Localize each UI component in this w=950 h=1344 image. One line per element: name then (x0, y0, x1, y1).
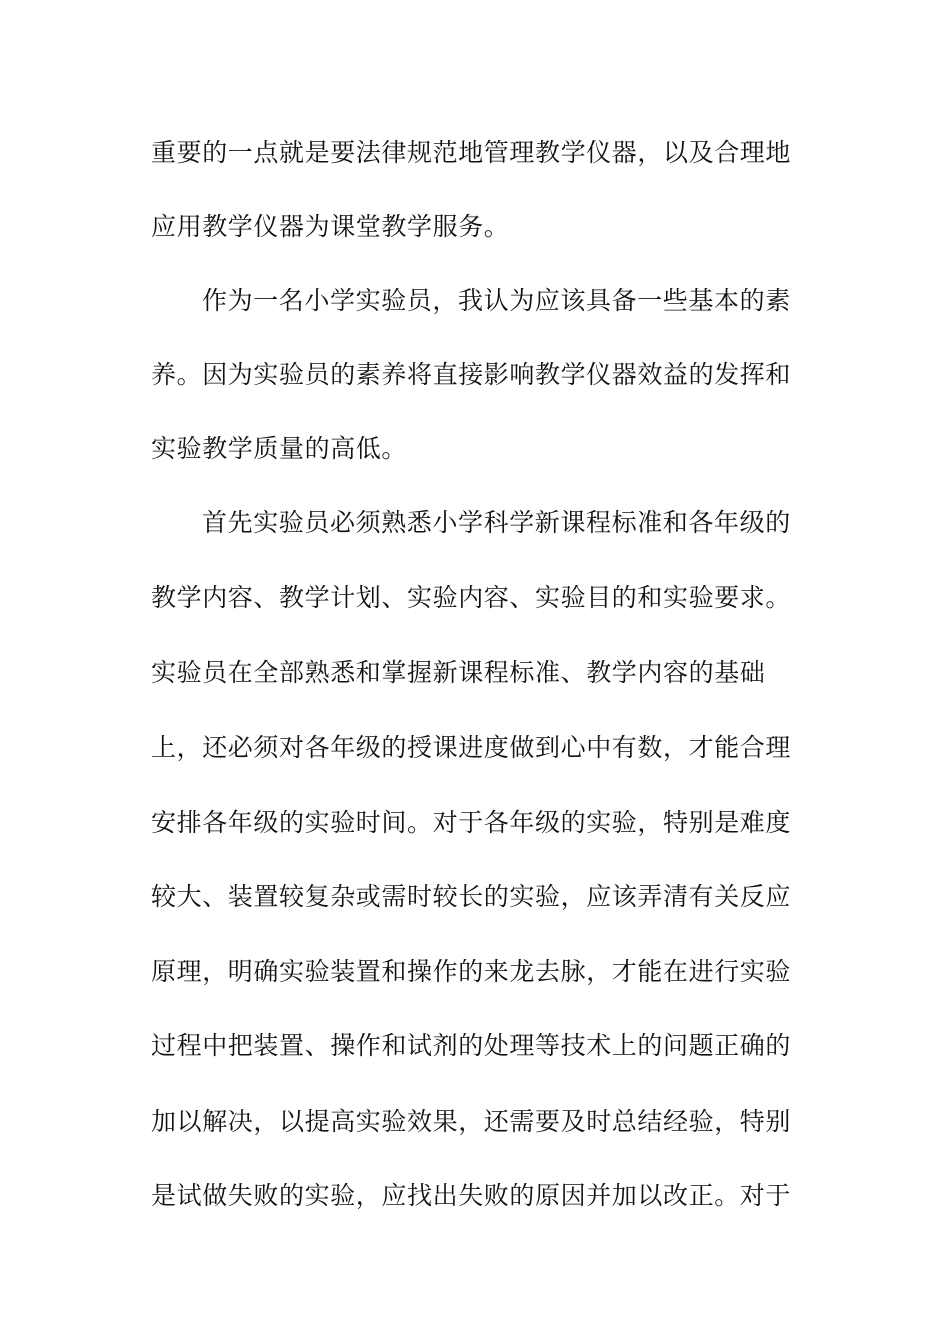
text-line-3: 作为一名小学实验员，我认为应该具备一些基本的素 (202, 286, 791, 315)
text-line-2: 应用教学仪器为课堂教学服务。 (151, 212, 510, 241)
text-line-14: 加以解决，以提高实验效果，还需要及时总结经验，特别 (151, 1107, 792, 1136)
text-line-8: 实验员在全部熟悉和掌握新课程标准、教学内容的基础 (151, 658, 766, 687)
text-line-4: 养。因为实验员的素养将直接影响教学仪器效益的发挥和 (151, 360, 792, 389)
text-line-9: 上，还必须对各年级的授课进度做到心中有数，才能合理 (151, 733, 792, 762)
text-line-6: 首先实验员必须熟悉小学科学新课程标准和各年级的 (202, 508, 791, 537)
text-line-11: 较大、装置较复杂或需时较长的实验，应该弄清有关反应 (151, 882, 792, 911)
text-line-7: 教学内容、教学计划、实验内容、实验目的和实验要求。 (151, 583, 792, 612)
text-line-1: 重要的一点就是要法律规范地管理教学仪器，以及合理地 (151, 138, 792, 167)
text-line-10: 安排各年级的实验时间。对于各年级的实验，特别是难度 (151, 808, 792, 837)
text-line-13: 过程中把装置、操作和试剂的处理等技术上的问题正确的 (151, 1031, 792, 1060)
text-line-15: 是试做失败的实验，应找出失败的原因并加以改正。对于 (151, 1181, 792, 1210)
text-line-5: 实验教学质量的高低。 (151, 434, 408, 463)
text-line-12: 原理，明确实验装置和操作的来龙去脉，才能在进行实验 (151, 957, 792, 986)
